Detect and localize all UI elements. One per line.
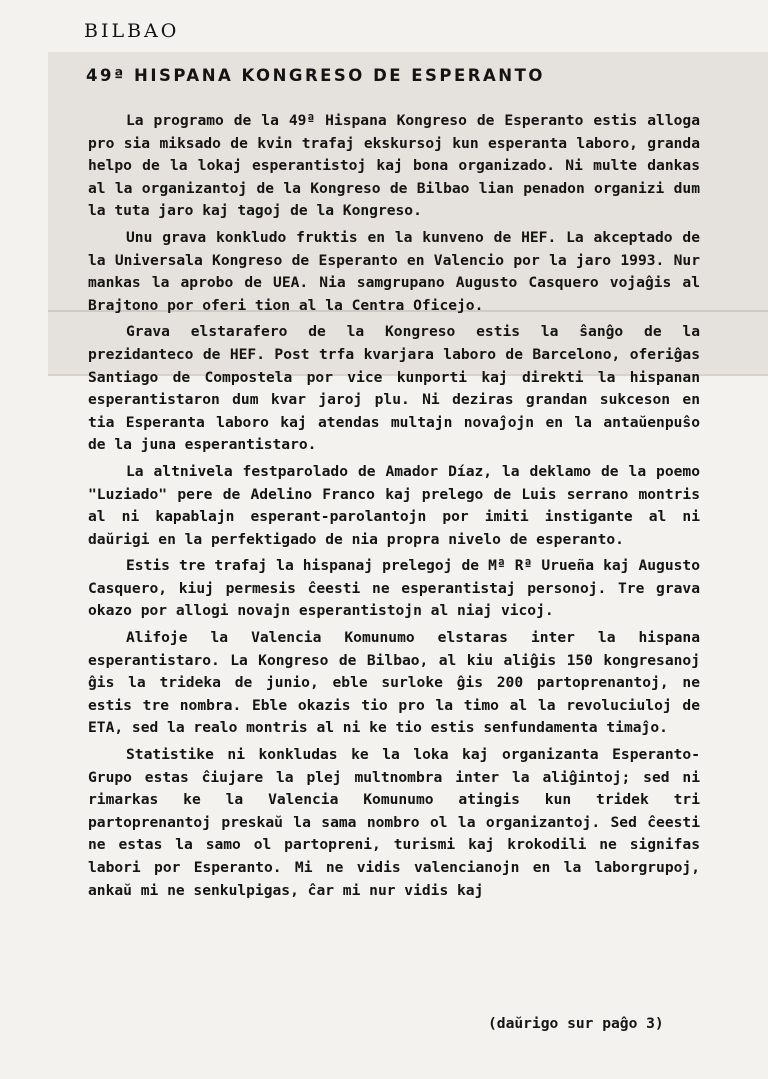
paragraph: Alifoje la Valencia Komunumo elstaras inter la hispana esperantistaro. La Kongreso de Bilbao, al kiu aliĝis 150 kongresanoj ĝis la trideka de junio, eble surloke ĝis 200 partoprenantoj, ne estis tre nombra. Eble okazis tio pro la timo al la revoluciuloj de ETA, sed la realo montris al ni ke tio estis senfundamenta timaĵo. xyxy=(88,629,700,737)
article-body xyxy=(88,110,700,906)
running-head: BILBAO xyxy=(84,20,180,42)
continuation-note: (daŭrigo sur paĝo 3) xyxy=(488,1015,664,1032)
paragraph: Grava elstarafero de la Kongreso estis la ŝanĝo de la prezidanteco de HEF. Post trfa kvarjara laboro de Barcelono, oferiĝas Santiago de Compostela por vice kunporti kaj direkti la hispanan esperantistaron dum kvar jaroj plu. Ni deziras grandan sukceson en tia Esperanta laboro kaj atendas multajn novaĵojn en la antaŭenpuŝo de la juna esperantistaro. xyxy=(88,323,700,454)
paragraph: Statistike ni konkludas ke la loka kaj organizanta Esperanto-Grupo estas ĉiujare la plej multnombra inter la aliĝintoj; sed ni rimarkas ke la Valencia Komunumo atingis kun tridek tri partoprenantoj preskaŭ la sama nombro ol la organizantoj. Sed ĉeesti ne estas la samo ol partopreni, turismi kaj krokodili ne signifas labori por Esperanto. Mi ne vidis valencianojn en la laborgrupoj, ankaŭ mi ne senkulpigas, ĉar mi nur vidis kaj xyxy=(88,746,700,899)
article-title: 49ª HISPANA KONGRESO DE ESPERANTO xyxy=(86,66,545,85)
paragraph: La altnivela festparolado de Amador Díaz, la deklamo de la poemo "Luziado" pere de Adelino Franco kaj prelego de Luis serrano montris al ni kapablajn esperant-parolantojn por imiti instigante al ni daŭrigi en la perfektigado de nia propra nivelo de esperanto. xyxy=(88,462,700,548)
paragraph: Unu grava konkludo fruktis en la kunveno de HEF. La akceptado de la Universala Kongreso de Esperanto en Valencio por la jaro 1993. Nur mankas la aprobo de UEA. Nia samgrupano Augusto Casquero vojaĝis al Brajtono por oferi tion al la Centra Oficejo. xyxy=(88,228,700,314)
paragraph: Estis tre trafaj la hispanaj prelegoj de Mª Rª Urueña kaj Augusto Casquero, kiuj permesis ĉeesti ne esperantistaj personoj. Tre grava okazo por allogi novajn esperantistojn al niaj vicoj. xyxy=(88,557,700,620)
paragraph: La programo de la 49ª Hispana Kongreso de Esperanto estis alloga pro sia miksado de kvin trafaj ekskursoj kun esperanta laboro, granda helpo de la lokaj esperantistoj kaj bona organizado. Ni multe dankas al la organizantoj de la Kongreso de Bilbao lian penadon organizi dum la tuta jaro kaj tagoj de la Kongreso. xyxy=(88,112,700,220)
